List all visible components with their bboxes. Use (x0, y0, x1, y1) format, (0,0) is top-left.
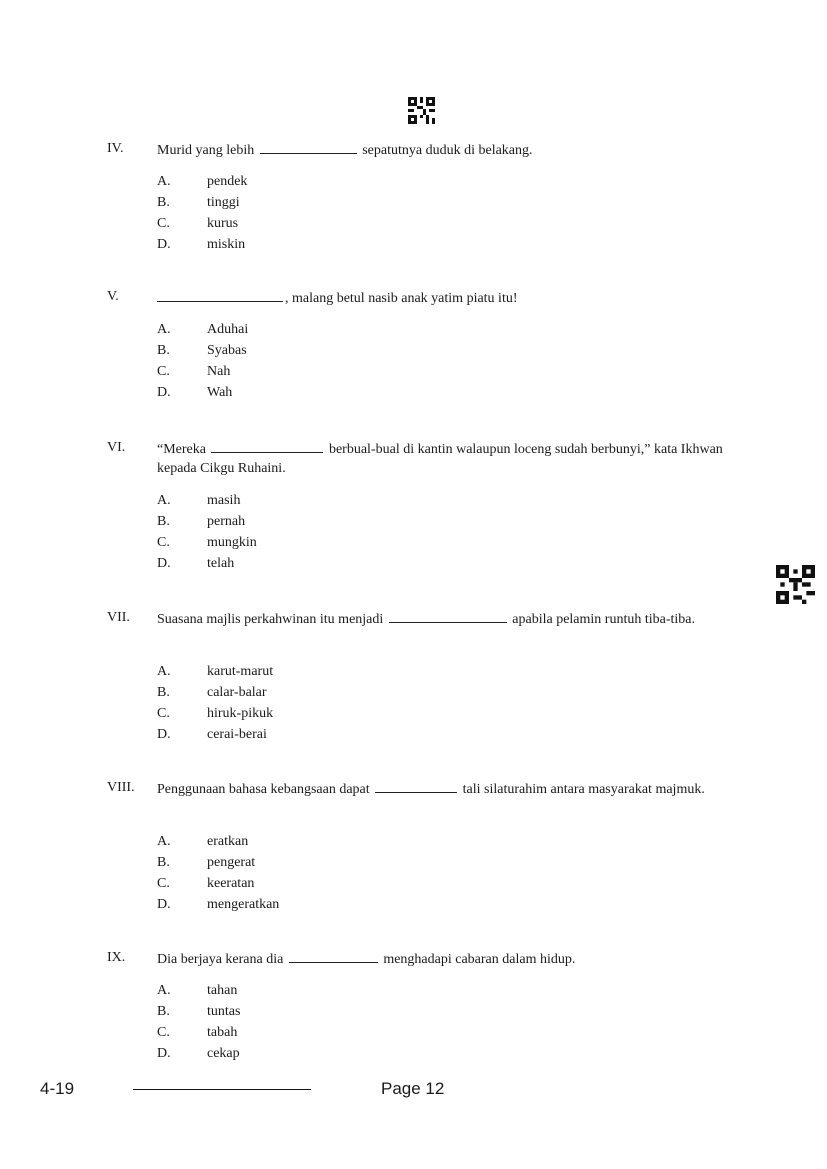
question-text: Suasana majlis perkahwinan itu menjadi apabila pelamin runtuh tiba-tiba. (157, 612, 695, 627)
answer-blank (260, 141, 357, 154)
question-number: IX. (107, 950, 126, 965)
footer-divider (133, 1089, 311, 1090)
answer-blank (375, 780, 457, 793)
question-number: VIII. (107, 780, 135, 795)
question-text: Penggunaan bahasa kebangsaan dapat tali silaturahim antara masyarakat majmuk. (157, 782, 705, 797)
answer-blank (389, 610, 507, 623)
question-text: Murid yang lebih sepatutnya duduk di belakang. (157, 143, 533, 158)
question-text: , malang betul nasib anak yatim piatu itu! (157, 289, 747, 308)
question-number: VII. (107, 610, 130, 625)
question-number: VI. (107, 440, 126, 455)
answer-blank (157, 289, 283, 302)
qr-code-side (776, 565, 815, 604)
footer-code: 4-19 (40, 1079, 75, 1098)
answer-blank (289, 950, 378, 963)
question-text: Dia berjaya kerana dia menghadapi cabaran dalam hidup. (157, 952, 576, 967)
question-number: IV. (107, 141, 124, 156)
qr-code-top (408, 97, 435, 124)
question-number: V. (107, 289, 119, 304)
question-text: “Mereka berbual-bual di kantin walaupun loceng sudah berbunyi,” kata Ikhwan kepada Cikgu Ruhaini. (157, 442, 723, 476)
answer-blank (211, 440, 323, 453)
page-number: Page 12 (381, 1079, 445, 1098)
